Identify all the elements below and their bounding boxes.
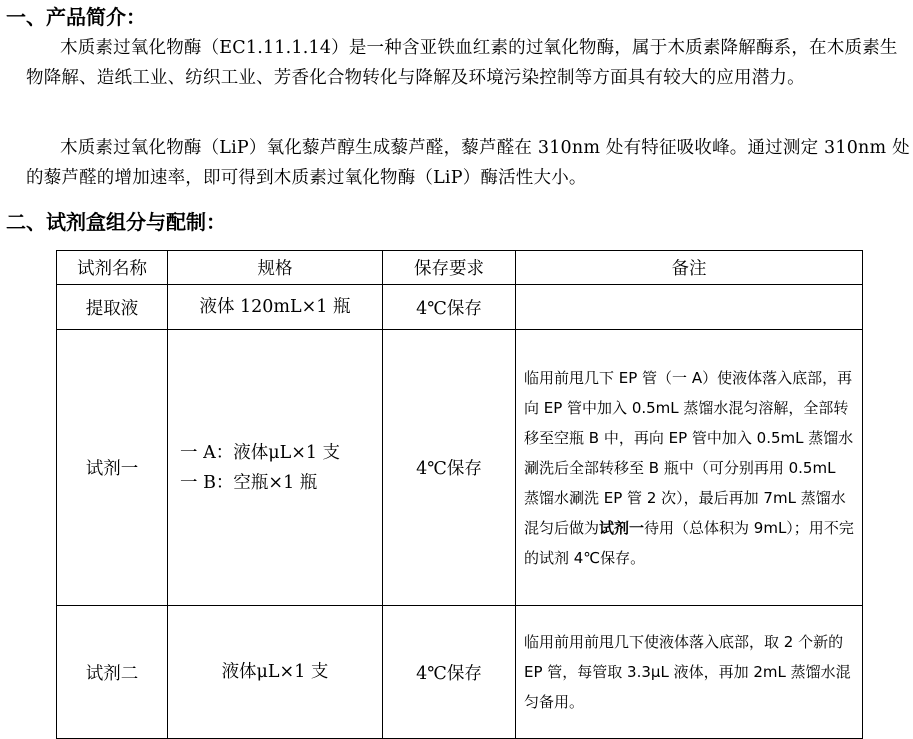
table-row — [57, 285, 863, 330]
spec-line: 一 B：空瓶×1 瓶 — [180, 472, 318, 493]
header-spec: 规格 — [168, 251, 383, 285]
storage-cell: 4℃保存 — [383, 285, 516, 330]
header-note: 备注 — [516, 251, 863, 285]
note-cell — [516, 285, 863, 330]
header-storage: 保存要求 — [383, 251, 516, 285]
kit-components-table — [56, 250, 863, 739]
table-row — [57, 330, 863, 606]
spec-cell — [168, 285, 383, 330]
reagent-name-cell: 试剂一 — [57, 330, 168, 606]
spec-cell — [168, 606, 383, 739]
spec-cell — [168, 330, 383, 606]
section-heading-product-intro: 一、产品简介： — [6, 5, 146, 29]
note-bold-term: 试剂一 — [599, 518, 645, 537]
reagent-name-cell: 提取液 — [57, 285, 168, 330]
note-cell — [516, 330, 863, 606]
intro-paragraph-2: 木质素过氧化物酶（LiP）氧化藜芦醇生成藜芦醛，藜芦醛在 310nm 处有特征吸收峰。通过测定 310nm 处的藜芦醛的增加速率，即可得到木质素过氧化物酶（LiP）酶活性大小。 — [26, 138, 910, 188]
storage-cell: 4℃保存 — [383, 606, 516, 739]
reagent-name-cell: 试剂二 — [57, 606, 168, 739]
note-cell — [516, 606, 863, 739]
section-heading-kit-components: 二、试剂盒组分与配制： — [6, 210, 226, 234]
note-text: 临用前用前甩几下使液体落入底部，取 2 个新的 EP 管，每管取 3.3μL 液体，再加 2mL 蒸馏水混匀备用。 — [524, 633, 851, 711]
intro-paragraph-1: 木质素过氧化物酶（EC1.11.1.14）是一种含亚铁血红素的过氧化物酶，属于木质素降解酶系，在木质素生物降解、造纸工业、纺织工业、芳香化合物转化与降解及环境污染控制等方面具有较大的应用潜力。 — [26, 38, 898, 88]
note-text: 临用前甩几下 EP 管（一 A）使液体落入底部，再向 EP 管中加入 0.5mL 蒸馏水混匀溶解，全部转移至空瓶 B 中，再向 EP 管中加入 0.5mL 蒸馏水涮洗后全部转移至 B 瓶中（可分别再用 0.5mL 蒸馏水涮洗 EP 管 2 次），最后再加 7mL 蒸馏水混匀后做为 — [524, 368, 854, 537]
table-row — [57, 606, 863, 739]
table-header-row — [57, 251, 863, 285]
spec-line: 一 A：液体μL×1 支 — [180, 442, 341, 463]
header-reagent-name: 试剂名称 — [57, 251, 168, 285]
storage-cell: 4℃保存 — [383, 330, 516, 606]
note-text: 待用（总体积为 9mL）；用不完的试剂 4℃保存。 — [524, 518, 854, 567]
spec-line: 液体 120mL×1 瓶 — [199, 297, 351, 317]
spec-line: 液体μL×1 支 — [221, 662, 329, 682]
